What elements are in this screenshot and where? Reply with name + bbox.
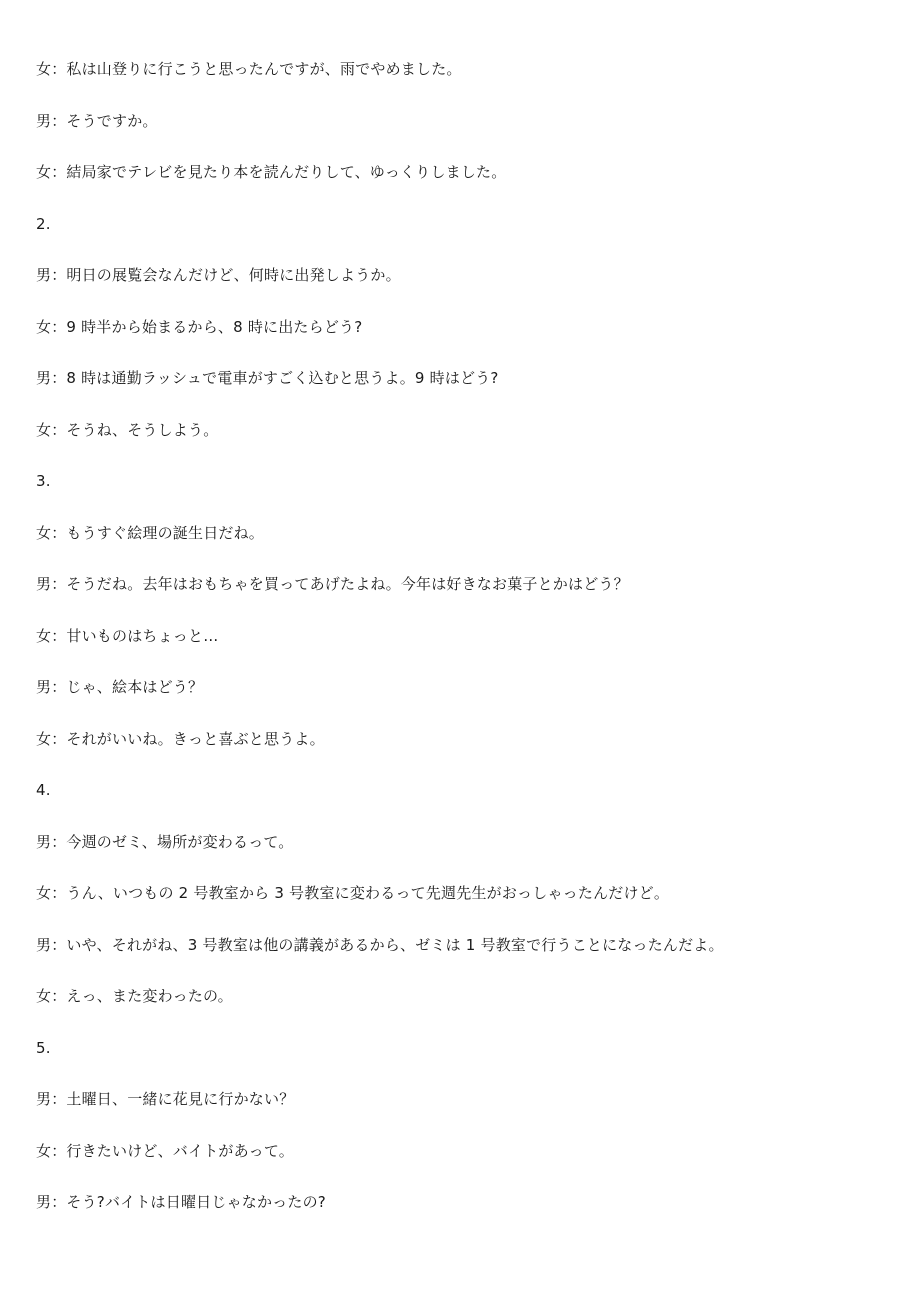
question-number: 5. — [36, 1039, 51, 1057]
question-number: 2. — [36, 215, 51, 233]
dialogue-line: 男：8 時は通勤ラッシュで電車がすごく込むと思うよ。9 時はどう? — [36, 369, 499, 387]
dialogue-line: 男：じゃ、絵本はどう？ — [36, 678, 204, 696]
question-number: 4. — [36, 781, 51, 799]
dialogue-line: 男：そう?バイトは日曜日じゃなかったの? — [36, 1193, 326, 1211]
dialogue-line: 女：9 時半から始まるから、8 時に出たらどう? — [36, 318, 363, 336]
dialogue-line: 男：今週のゼミ、場所が変わるって。 — [36, 833, 294, 851]
dialogue-line: 女：そうね、そうしよう。 — [36, 421, 219, 439]
dialogue-line: 女：もうすぐ絵理の誕生日だね。 — [36, 524, 265, 542]
dialogue-line: 男：土曜日、一緒に花見に行かない？ — [36, 1090, 295, 1108]
dialogue-line: 女：私は山登りに行こうと思ったんですが、雨でやめました。 — [36, 60, 462, 78]
dialogue-line: 女：それがいいね。きっと喜ぶと思うよ。 — [36, 730, 325, 748]
dialogue-line: 男：そうだね。去年はおもちゃを買ってあげたよね。今年は好きなお菓子とかはどう？ — [36, 575, 629, 593]
dialogue-line: 女：うん、いつもの 2 号教室から 3 号教室に変わるって先週先生がおっしゃったんだけど。 — [36, 884, 670, 902]
dialogue-line: 女：えっ、また変わったの。 — [36, 987, 233, 1005]
dialogue-line: 女：甘いものはちょっと… — [36, 627, 219, 645]
dialogue-line: 女：結局家でテレビを見たり本を読んだりして、ゆっくりしました。 — [36, 163, 507, 181]
question-number: 3. — [36, 472, 51, 490]
dialogue-line: 男：そうですか。 — [36, 112, 158, 130]
dialogue-line: 男：明日の展覧会なんだけど、何時に出発しようか。 — [36, 266, 401, 284]
dialogue-line: 女：行きたいけど、バイトがあって。 — [36, 1142, 294, 1160]
dialogue-line: 男：いや、それがね、3 号教室は他の講義があるから、ゼミは 1 号教室で行うことになったんだよ。 — [36, 936, 724, 954]
